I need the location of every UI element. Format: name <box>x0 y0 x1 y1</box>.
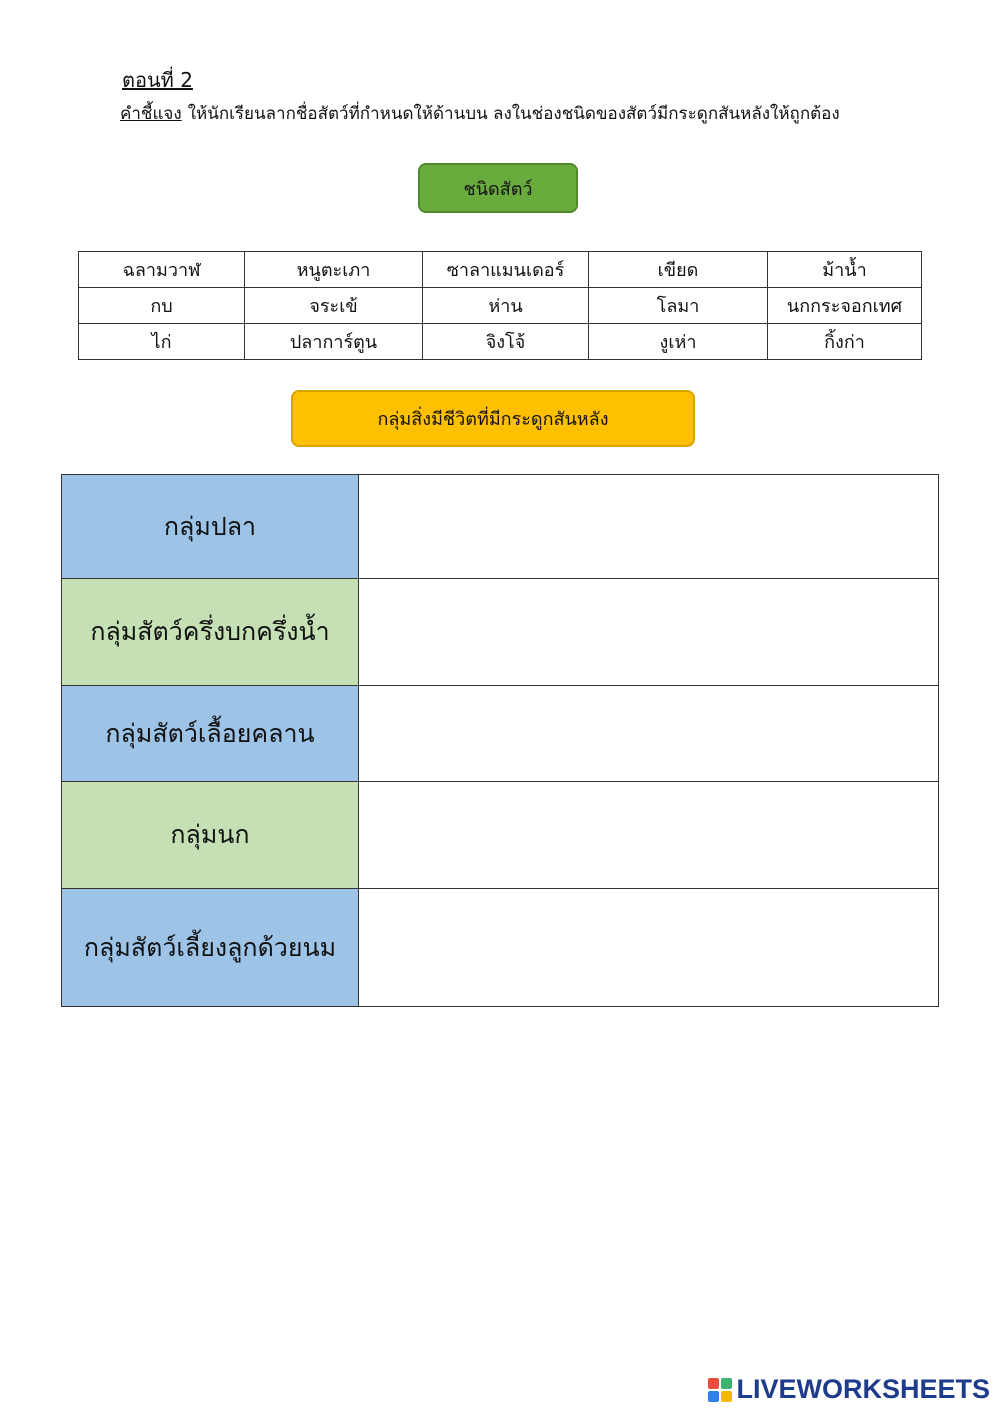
group-row-fish <box>62 475 939 579</box>
brand-name: LIVEWORKSHEETS <box>736 1374 990 1404</box>
group-row-birds <box>62 782 939 889</box>
logo-square-yellow <box>721 1391 732 1402</box>
instruction-text: ให้นักเรียนลากชื่อสัตว์ที่กำหนดให้ด้านบน ลงในช่องชนิดของสัตว์มีกระดูกสันหลังให้ถูกต้อง <box>187 104 840 124</box>
instruction <box>120 100 920 127</box>
brand-logo-icon <box>708 1378 732 1402</box>
draggable-animal[interactable]: ฉลามวาฬ <box>79 252 245 288</box>
drop-zone-mammals[interactable] <box>359 889 939 1007</box>
draggable-animal[interactable]: ซาลาแมนเดอร์ <box>423 252 589 288</box>
group-row-amphibians <box>62 579 939 686</box>
draggable-animal[interactable]: ปลาการ์ตูน <box>245 324 423 360</box>
draggable-animal[interactable]: กิ้งก่า <box>768 324 922 360</box>
draggable-animal[interactable]: ม้าน้ำ <box>768 252 922 288</box>
draggable-animal[interactable]: นกกระจอกเทศ <box>768 288 922 324</box>
group-label-reptiles: กลุ่มสัตว์เลื้อยคลาน <box>62 686 359 782</box>
draggable-animal[interactable]: หนูตะเภา <box>245 252 423 288</box>
drop-zone-amphibians[interactable] <box>359 579 939 686</box>
group-label-mammals: กลุ่มสัตว์เลี้ยงลูกด้วยนม <box>62 889 359 1007</box>
draggable-animal[interactable]: ไก่ <box>79 324 245 360</box>
draggable-animal[interactable]: กบ <box>79 288 245 324</box>
logo-square-blue <box>708 1391 719 1402</box>
brand-watermark <box>708 1374 990 1405</box>
logo-square-red <box>708 1378 719 1389</box>
drop-zone-fish[interactable] <box>359 475 939 579</box>
animal-row <box>79 324 922 360</box>
drop-zone-birds[interactable] <box>359 782 939 889</box>
group-row-reptiles <box>62 686 939 782</box>
part-title: ตอนที่ 2 <box>122 68 193 92</box>
draggable-animal[interactable]: เขียด <box>589 252 768 288</box>
vertebrate-groups-table <box>61 474 939 1007</box>
instruction-label: คำชี้แจง <box>120 104 182 124</box>
draggable-animal[interactable]: งูเห่า <box>589 324 768 360</box>
draggable-animal[interactable]: ห่าน <box>423 288 589 324</box>
group-row-mammals <box>62 889 939 1007</box>
group-label-amphibians: กลุ่มสัตว์ครึ่งบกครึ่งน้ำ <box>62 579 359 686</box>
animal-bank-table <box>78 251 922 360</box>
draggable-animal[interactable]: โลมา <box>589 288 768 324</box>
animal-row <box>79 288 922 324</box>
drop-zone-reptiles[interactable] <box>359 686 939 782</box>
vertebrate-heading: กลุ่มสิ่งมีชีวิตที่มีกระดูกสันหลัง <box>291 390 695 447</box>
group-label-birds: กลุ่มนก <box>62 782 359 889</box>
animal-row <box>79 252 922 288</box>
draggable-animal[interactable]: จระเข้ <box>245 288 423 324</box>
group-label-fish: กลุ่มปลา <box>62 475 359 579</box>
logo-square-green <box>721 1378 732 1389</box>
draggable-animal[interactable]: จิงโจ้ <box>423 324 589 360</box>
animal-types-heading: ชนิดสัตว์ <box>418 163 578 213</box>
